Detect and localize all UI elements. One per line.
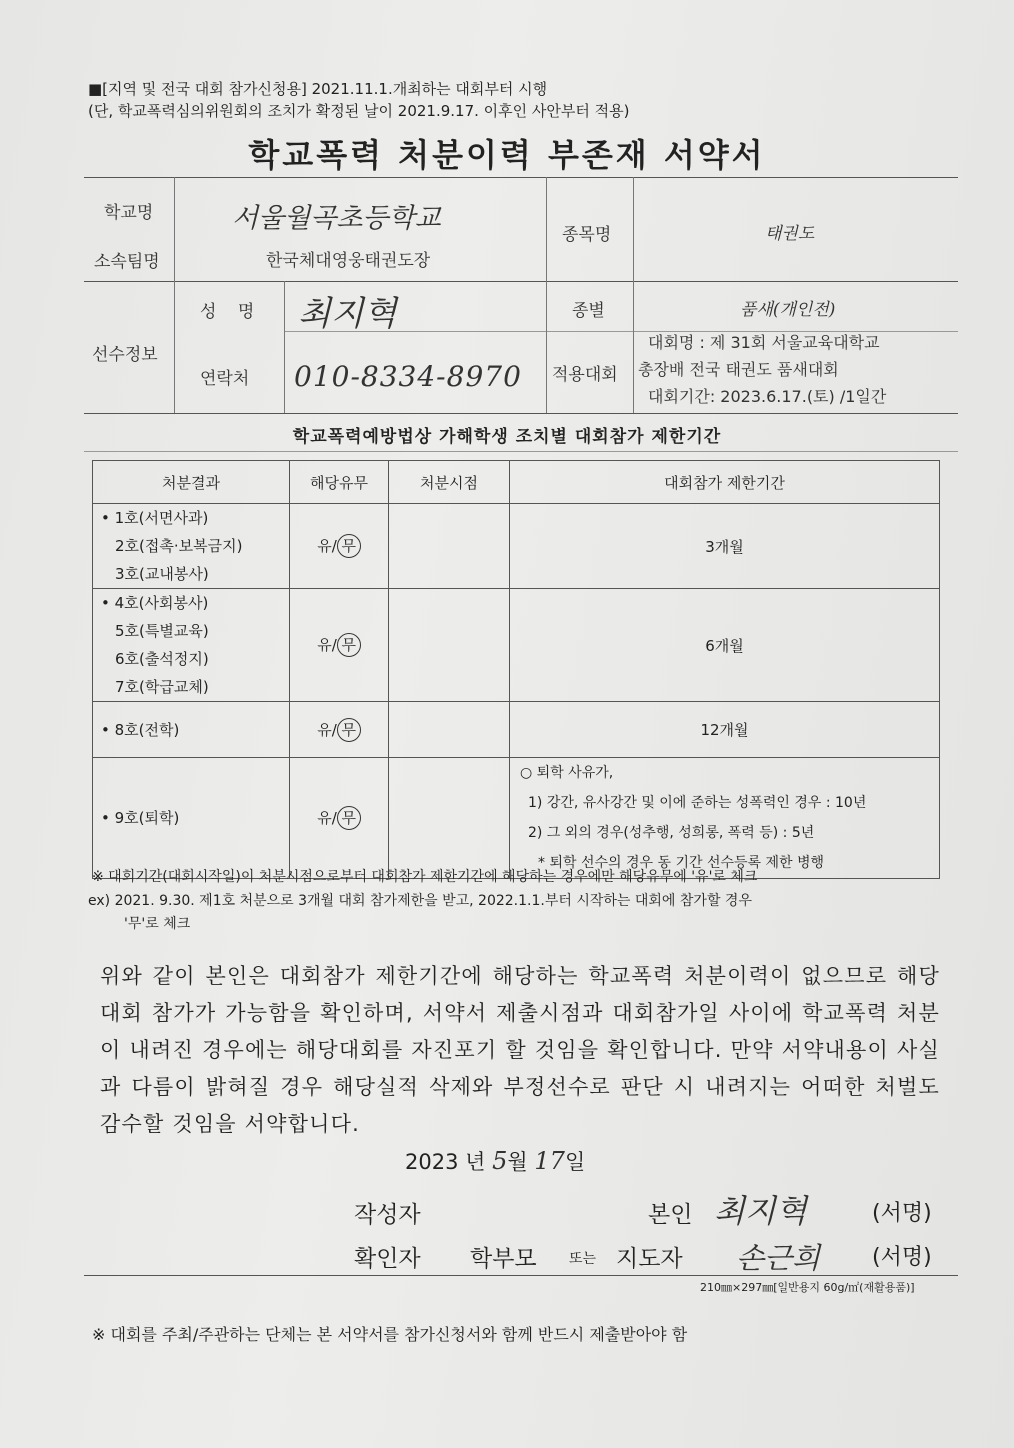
notice-line-1: ■[지역 및 전국 대회 참가신청용] 2021.11.1.개최하는 대회부터 시행 xyxy=(88,80,548,98)
table-row xyxy=(93,702,940,758)
date-month: 5 xyxy=(492,1147,508,1175)
date-month-unit: 월 xyxy=(507,1150,528,1174)
header-result: 처분결과 xyxy=(93,461,290,504)
check-no-circled: 무 xyxy=(337,806,361,830)
measure-list xyxy=(93,504,290,589)
info-col-divider-1 xyxy=(174,177,175,413)
applicable-check[interactable] xyxy=(290,504,389,589)
confirmer-label: 확인자 xyxy=(354,1246,421,1272)
info-col-divider-2 xyxy=(284,281,285,413)
measure-item: • 1호(서면사과) xyxy=(101,509,209,527)
applicable-check[interactable] xyxy=(290,702,389,758)
header-applicable: 해당유무 xyxy=(290,461,389,504)
period-cell: 6개월 xyxy=(510,589,940,702)
condition-line: ○ 퇴학 사유가, xyxy=(520,765,614,781)
date-day: 17 xyxy=(534,1147,565,1175)
table-row xyxy=(93,758,940,879)
table-row xyxy=(93,504,940,589)
check-yes: 유/ xyxy=(317,720,337,739)
name-value: 최지혁 xyxy=(298,294,397,334)
pledge-text: 위와 같이 본인은 대회참가 제한기간에 해당하는 학교폭력 처분이력이 없으므로 해당 대회 참가가 가능함을 확인하며, 서약서 제출시점과 대회참가일 사이에 학교폭력 처분이 내려진 경우에는 해당대회를 자진포기 할 것임을 확인합니다. 만약 서약내용이 사실과 다름이 밝혀질 경우 해당실적 삭제와 부정선수로 판단 시 내려지는 어떠한 처벌도 감수할 것임을 서약합니다. xyxy=(100,964,940,1136)
measure-list xyxy=(93,589,290,702)
self-sign-placeholder: (서명) xyxy=(872,1201,932,1226)
header-time: 처분시점 xyxy=(389,461,510,504)
restriction-table xyxy=(92,460,940,879)
event-label: 종목명 xyxy=(562,225,612,245)
date-year: 2023 xyxy=(405,1150,459,1174)
measure-item: 5호(특별교육) xyxy=(115,622,209,640)
footer-note: ※ 대회를 주최/주관하는 단체는 본 서약서를 참가신청서와 함께 반드시 제출받아야 함 xyxy=(92,1325,688,1344)
period-cell: 3개월 xyxy=(510,504,940,589)
coach-signature-name: 손근희 xyxy=(736,1241,821,1275)
name-label: 성 명 xyxy=(200,302,263,322)
restriction-subtitle: 학교폭력예방법상 가해학생 조치별 대회참가 제한기간 xyxy=(292,427,722,447)
check-yes: 유/ xyxy=(317,537,337,555)
subtitle-underline xyxy=(84,451,958,452)
table-row xyxy=(93,589,940,702)
date-year-unit: 년 xyxy=(465,1150,486,1174)
competition-name-line2: 총장배 전국 태권도 품새대회 xyxy=(638,360,839,379)
measure-item: 7호(학급교체) xyxy=(115,678,209,696)
signature-bottom-border xyxy=(84,1275,958,1276)
notice-block xyxy=(88,78,629,122)
parent-label: 학부모 xyxy=(470,1246,537,1272)
competition-label: 적용대회 xyxy=(552,365,618,385)
measure-item: 6호(출석정지) xyxy=(115,650,209,668)
time-cell xyxy=(389,758,510,879)
header-period: 대회참가 제한기간 xyxy=(510,461,940,504)
paper-spec: 210㎜×297㎜[일반용지 60g/㎡(재활용품)] xyxy=(700,1281,915,1294)
document-title: 학교폭력 처분이력 부존재 서약서 xyxy=(248,136,766,174)
competition-name-line1: 대회명 : 제 31회 서울교육대학교 xyxy=(648,333,880,352)
note-line-1: ※ 대회기간(대회시작일)이 처분시점으로부터 대회참가 제한기간에 해당하는 경우에만 해당유무에 '유'로 체크 xyxy=(92,869,758,885)
applicable-check[interactable] xyxy=(290,589,389,702)
team-value: 한국체대영웅태권도장 xyxy=(266,251,431,271)
coach-label: 지도자 xyxy=(616,1246,683,1272)
info-mid-border xyxy=(84,281,958,282)
measure-item: 2호(접촉·보복금지) xyxy=(115,537,243,555)
competition-period: 대회기간: 2023.6.17.(토) /1일간 xyxy=(648,387,887,406)
expulsion-conditions xyxy=(510,758,940,879)
note-line-2: ex) 2021. 9.30. 제1호 처분으로 3개월 대회 참가제한을 받고, 2022.1.1.부터 시작하는 대회에 참가할 경우 xyxy=(88,893,752,909)
self-signature-name: 최지혁 xyxy=(714,1192,807,1230)
condition-line: 2) 그 외의 경우(성추행, 성희롱, 폭력 등) : 5년 xyxy=(528,825,815,841)
note-line-3: '무'로 체크 xyxy=(124,916,191,932)
team-label: 소속팀명 xyxy=(94,252,160,272)
check-no-circled: 무 xyxy=(337,718,361,742)
measure-item: • 4호(사회봉사) xyxy=(101,594,209,612)
check-yes: 유/ xyxy=(317,636,337,654)
check-no-circled: 무 xyxy=(337,633,361,657)
player-info-label: 선수정보 xyxy=(92,345,158,365)
notice-line-2: (단, 학교폭력심의위원회의 조치가 확정된 날이 2021.9.17. 이후인 사안부터 적용) xyxy=(88,102,630,120)
applicable-check[interactable] xyxy=(290,758,389,879)
measure-item: 3호(교내봉사) xyxy=(115,565,209,583)
info-col-divider-3 xyxy=(546,177,547,413)
or-label: 또는 xyxy=(569,1251,597,1267)
table-header-row xyxy=(93,461,940,504)
time-cell xyxy=(389,589,510,702)
measure-item: • 9호(퇴학) xyxy=(101,809,180,827)
category-label: 종별 xyxy=(572,301,605,321)
period-cell: 12개월 xyxy=(510,702,940,758)
school-label: 학교명 xyxy=(104,203,154,223)
info-bottom-border xyxy=(84,413,958,414)
contact-value: 010-8334-8970 xyxy=(294,360,522,393)
measure-item: • 8호(전학) xyxy=(101,720,180,739)
event-value: 태권도 xyxy=(765,224,815,244)
writer-label: 작성자 xyxy=(354,1202,421,1228)
school-value: 서울월곡초등학교 xyxy=(232,203,441,234)
coach-sign-placeholder: (서명) xyxy=(872,1245,932,1270)
date-line xyxy=(405,1146,585,1176)
contact-label: 연락처 xyxy=(200,369,250,389)
time-cell xyxy=(389,702,510,758)
check-yes: 유/ xyxy=(317,809,337,827)
check-no-circled: 무 xyxy=(337,534,361,558)
measure-list xyxy=(93,702,290,758)
date-day-unit: 일 xyxy=(564,1150,586,1174)
info-top-border xyxy=(84,177,958,178)
category-value: 품새(개인전) xyxy=(740,300,836,320)
condition-line: 1) 강간, 유사강간 및 이에 준하는 성폭력인 경우 : 10년 xyxy=(528,795,867,811)
info-col-divider-4 xyxy=(633,177,634,413)
self-label: 본인 xyxy=(648,1202,693,1228)
time-cell xyxy=(389,504,510,589)
condition-line: * 퇴학 선수의 경우 동 기간 선수등록 제한 병행 xyxy=(538,855,825,871)
measure-list xyxy=(93,758,290,879)
